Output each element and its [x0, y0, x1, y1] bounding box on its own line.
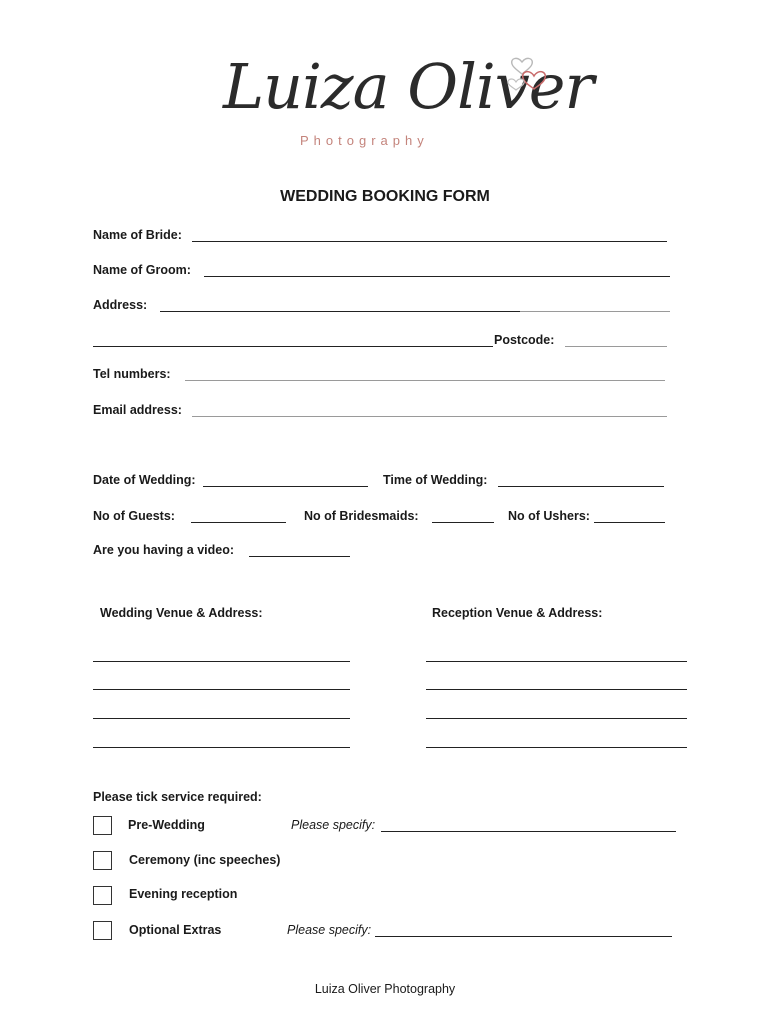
postcode-label: Postcode: [494, 333, 555, 347]
logo-script-text: Luiza Oliver [223, 50, 594, 123]
address-input-line[interactable] [160, 311, 520, 312]
guests-label: No of Guests: [93, 509, 175, 523]
reception-venue-line[interactable] [426, 718, 687, 719]
pre-wedding-specify-label: Please specify: [291, 818, 376, 832]
evening-reception-label: Evening reception [129, 887, 238, 901]
tel-label: Tel numbers: [93, 367, 171, 381]
wedding-venue-line[interactable] [93, 747, 350, 748]
logo [215, 48, 594, 158]
guests-input-line[interactable] [191, 522, 286, 523]
evening-reception-checkbox[interactable] [93, 886, 112, 905]
date-input-line[interactable] [203, 486, 368, 487]
wedding-venue-line[interactable] [93, 689, 350, 690]
optional-extras-specify-line[interactable] [375, 936, 672, 937]
ceremony-label: Ceremony (inc speeches) [129, 853, 281, 867]
reception-venue-line[interactable] [426, 747, 687, 748]
services-heading: Please tick service required: [93, 790, 262, 804]
footer-text: Luiza Oliver Photography [314, 982, 456, 996]
hearts-icon [500, 48, 550, 98]
date-label: Date of Wedding: [93, 473, 196, 487]
logo-subtitle: Photography [300, 133, 429, 148]
ushers-input-line[interactable] [594, 522, 665, 523]
wedding-venue-label: Wedding Venue & Address: [100, 606, 263, 620]
wedding-venue-line[interactable] [93, 661, 350, 662]
bride-label: Name of Bride: [93, 228, 182, 242]
ceremony-checkbox[interactable] [93, 851, 112, 870]
optional-extras-specify-label: Please specify: [287, 923, 372, 937]
bridesmaids-label: No of Bridesmaids: [304, 509, 419, 523]
video-input-line[interactable] [249, 556, 350, 557]
wedding-venue-line[interactable] [93, 718, 350, 719]
pre-wedding-checkbox[interactable] [93, 816, 112, 835]
time-input-line[interactable] [498, 486, 664, 487]
email-input-line[interactable] [192, 416, 667, 417]
groom-input-line[interactable] [204, 276, 670, 277]
time-label: Time of Wedding: [383, 473, 488, 487]
email-label: Email address: [93, 403, 182, 417]
reception-venue-line[interactable] [426, 689, 687, 690]
optional-extras-label: Optional Extras [129, 923, 222, 937]
address-input-line-extension[interactable] [520, 311, 670, 312]
postcode-input-line[interactable] [565, 346, 667, 347]
groom-label: Name of Groom: [93, 263, 191, 277]
video-label: Are you having a video: [93, 543, 235, 557]
bride-input-line[interactable] [192, 241, 667, 242]
optional-extras-checkbox[interactable] [93, 921, 112, 940]
tel-input-line[interactable] [185, 380, 665, 381]
pre-wedding-label: Pre-Wedding [128, 818, 205, 832]
bridesmaids-input-line[interactable] [432, 522, 494, 523]
pre-wedding-specify-line[interactable] [381, 831, 676, 832]
address-line-2[interactable] [93, 346, 493, 347]
address-label: Address: [93, 298, 148, 312]
form-title: WEDDING BOOKING FORM [280, 188, 490, 205]
reception-venue-label: Reception Venue & Address: [432, 606, 603, 620]
ushers-label: No of Ushers: [508, 509, 590, 523]
reception-venue-line[interactable] [426, 661, 687, 662]
